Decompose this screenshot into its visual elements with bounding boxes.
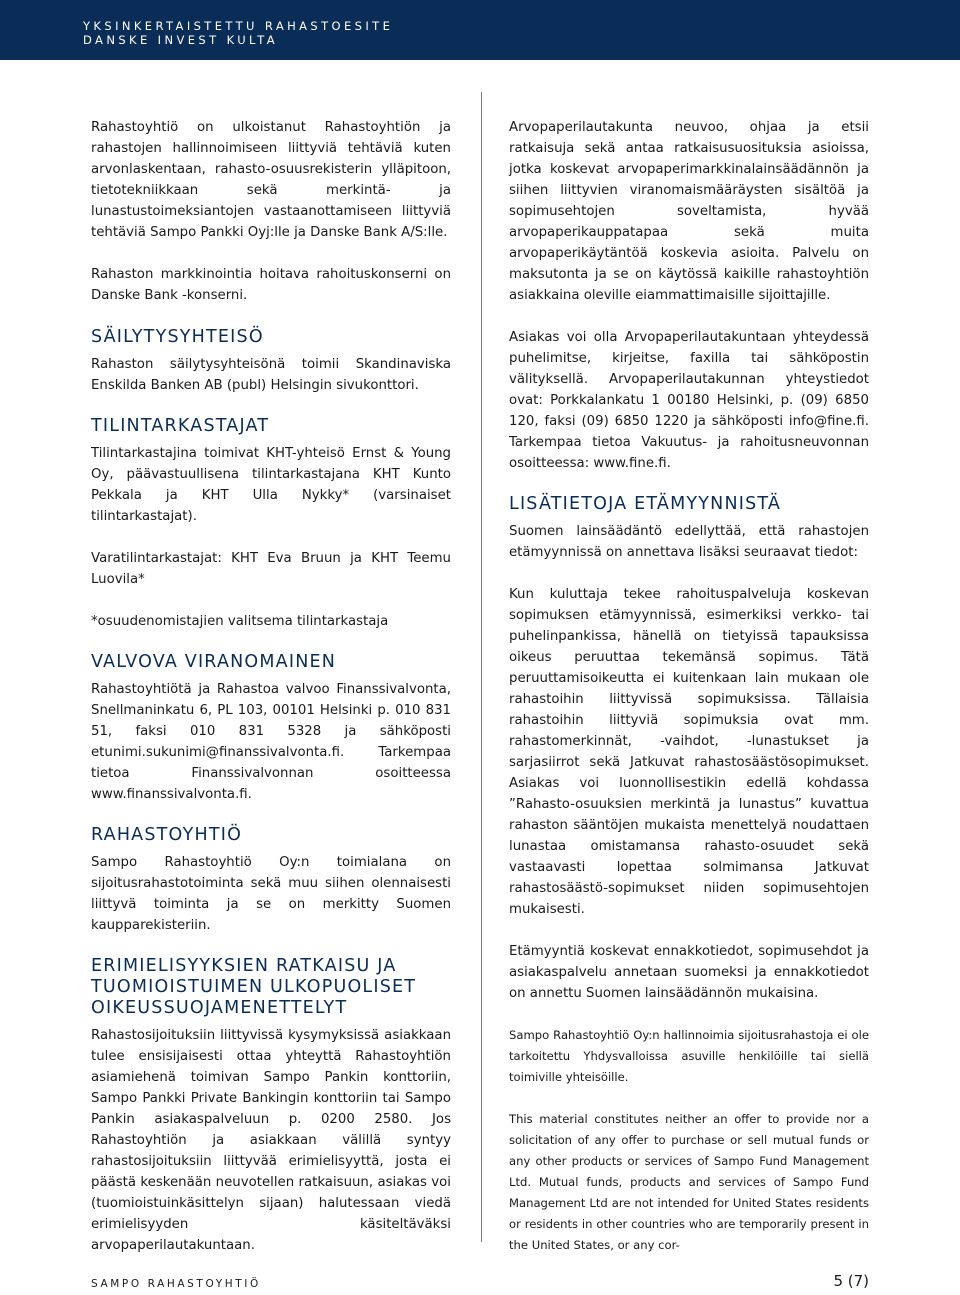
left-column	[91, 117, 451, 1256]
distance-selling-intro: Suomen lainsäädäntö edellyttää, että rahastojen etämyynnissä on annettava lisäksi seuraavat tiedot:	[509, 524, 869, 560]
distance-selling-heading: LISÄTIETOJA ETÄMYYNNISTÄ	[509, 494, 782, 514]
us-restriction-finnish: Sampo Rahastoyhtiö Oy:n hallinnoimia sijoitusrahastoja ei ole tarkoitettu Yhdysvalloissa asuville henkilöille tai siellä toimiville yhteisöille.	[509, 1028, 869, 1084]
document-type-label: YKSINKERTAISTETTU RAHASTOESITE	[83, 19, 394, 33]
fund-name-label: DANSKE INVEST KULTA	[83, 33, 279, 47]
securities-board-paragraph: Arvopaperilautakunta neuvoo, ohjaa ja etsii ratkaisuja sekä antaa ratkaisusuosituksia asioissa, jotka koskevat arvopaperimarkkinalainsäädännön ja siihen liittyvien viranomaismääräysten sisältöä ja sopimusehtojen soveltamista, hyvää arvopaperikauppatapaa sekä muita arvopaperikäytäntöä koskevia asioita. Palvelu on maksutonta ja se on käytössä kaikille rahastoyhtiön asiakkaina oleville eiammattimaisille sijoittajille.	[509, 120, 869, 303]
header-band	[0, 0, 960, 60]
auditors-paragraph: Tilintarkastajina toimivat KHT-yhteisö Ernst & Young Oy, päävastuullisena tilintarkastajana KHT Kunto Pekkala ja KHT Ulla Nykky* (varsinaiset tilintarkastajat).	[91, 446, 451, 524]
management-company-paragraph: Sampo Rahastoyhtiö Oy:n toimialana on sijoitusrahastotoiminta sekä muu siihen olennaisesti liittyvä toiminta ja se on merkitty Suomen kaupparekisteriin.	[91, 855, 451, 933]
custodian-paragraph: Rahaston säilytysyhteisönä toimii Skandinaviska Enskilda Banken AB (publ) Helsingin sivukonttori.	[91, 357, 451, 393]
page-number: 5 (7)	[833, 1272, 869, 1290]
column-divider	[481, 92, 482, 1242]
right-column	[509, 117, 869, 1256]
supervisor-heading: VALVOVA VIRANOMAINEN	[91, 652, 337, 672]
auditor-footnote: *osuudenomistajien valitsema tilintarkastaja	[91, 614, 389, 629]
language-paragraph: Etämyyntiä koskevat ennakkotiedot, sopimusehdot ja asiakaspalvelu annetaan suomeksi ja ennakkotiedot on annettu Suomen lainsäädännön mukaisina.	[509, 944, 869, 1001]
cancellation-right-paragraph: Kun kuluttaja tekee rahoituspalveluja koskevan sopimuksen etämyynnissä, esimerkiksi verkko- tai puhelinpankissa, hänellä on tietyissä tapauksissa oikeus peruuttaa tekemänsä sopimus. Tätä peruuttamisoikeutta ei kuitenkaan lain mukaan ole rahastoihin liittyvissä sopimuksissa. Tällaisia rahastoihin liittyviä sopimuksia ovat mm. rahastomerkinnät, -vaihdot, -lunastukset ja sarjasiirrot sekä Jatkuvat rahastosäästösopimukset. Asiakas voi luonnollisestikin edellä kohdassa ”Rahasto-osuuksien merkintä ja lunastus” kuvattua rahaston sääntöjen mukaista menettelyä noudattaen lunastaa omistamansa rahasto-osuudet sekä vastaavasti lopettaa solmimansa Jatkuvat rahastosäästö-sopimukset niiden sopimusehtojen mukaisesti.	[509, 587, 869, 917]
securities-board-contact-paragraph: Asiakas voi olla Arvopaperilautakuntaan yhteydessä puhelimitse, kirjeitse, faxilla tai sähköpostin välityksellä. Arvopaperilautakunnan yhteystiedot ovat: Porkkalankatu 1 00180 Helsinki, p. (09) 6850 120, faksi (09) 6850 1220 ja sähköposti info@fine.fi. Tarkempaa tietoa Vakuutus- ja rahoitusneuvonnan osoitteessa: www.fine.fi.	[509, 330, 869, 471]
auditors-heading: TILINTARKASTAJAT	[91, 416, 270, 436]
custodian-heading: SÄILYTYSYHTEISÖ	[91, 327, 264, 347]
us-restriction-english: This material constitutes neither an offer to provide nor a solicitation of any offer to purchase or sell mutual funds or any other products or services of Sampo Fund Management Ltd. Mutual funds, products and services of Sampo Fund Management Ltd are not intended for United States residents or residents in other countries who are temporarily present in the United States, or any cor-	[509, 1112, 869, 1252]
dispute-resolution-paragraph: Rahastosijoituksiin liittyvissä kysymyksissä asiakkaan tulee ensisijaisesti ottaa yhteyttä Rahastoyhtiön asiamiehenä toimivan Sampo Pankin konttoriin, Sampo Pankki Private Bankingin konttoriin tai Sampo Pankin asiakaspalveluun p. 0200 2580. Jos Rahastoyhtiön ja asiakkaan välillä syntyy rahastosijoituksiin liittyvää erimielisyyttä, josta ei päästä keskenään neuvotellen ratkaisuun, asiakas voi (tuomioistuinkäsittelyn sijaan) halutessaan viedä erimielisyyden käsiteltäväksi arvopaperilautakuntaan.	[91, 1028, 451, 1253]
dispute-resolution-heading: ERIMIELISYYKSIEN RATKAISU JA TUOMIOISTUIMEN ULKOPUOLISET OIKEUSSUOJAMENETTELYT	[91, 956, 417, 1018]
management-company-heading: RAHASTOYHTIÖ	[91, 825, 243, 845]
outsourcing-paragraph: Rahastoyhtiö on ulkoistanut Rahastoyhtiön ja rahastojen hallinnoimiseen liittyviä tehtäviä kuten arvonlaskentaan, rahasto-osuusrekisterin ylläpitoon, tietotekniikkaan sekä merkintä- ja lunastustoimeksiantojen vastaanottamiseen liittyviä tehtäviä Sampo Pankki Oyj:lle ja Danske Bank A/S:lle.	[91, 120, 451, 240]
footer-company: SAMPO RAHASTOYHTIÖ	[91, 1278, 261, 1290]
marketing-paragraph: Rahaston markkinointia hoitava rahoituskonserni on Danske Bank -konserni.	[91, 267, 451, 303]
supervisor-paragraph: Rahastoyhtiötä ja Rahastoa valvoo Finanssivalvonta, Snellmaninkatu 6, PL 103, 00101 Helsinki p. 010 831 51, faksi 010 831 5328 ja sähköposti etunimi.sukunimi@finanssivalvonta.fi. Tarkempaa tietoa Finanssivalvonnan osoitteessa www.finanssivalvonta.fi.	[91, 682, 451, 802]
deputy-auditors-paragraph: Varatilintarkastajat: KHT Eva Bruun ja KHT Teemu Luovila*	[91, 551, 451, 587]
